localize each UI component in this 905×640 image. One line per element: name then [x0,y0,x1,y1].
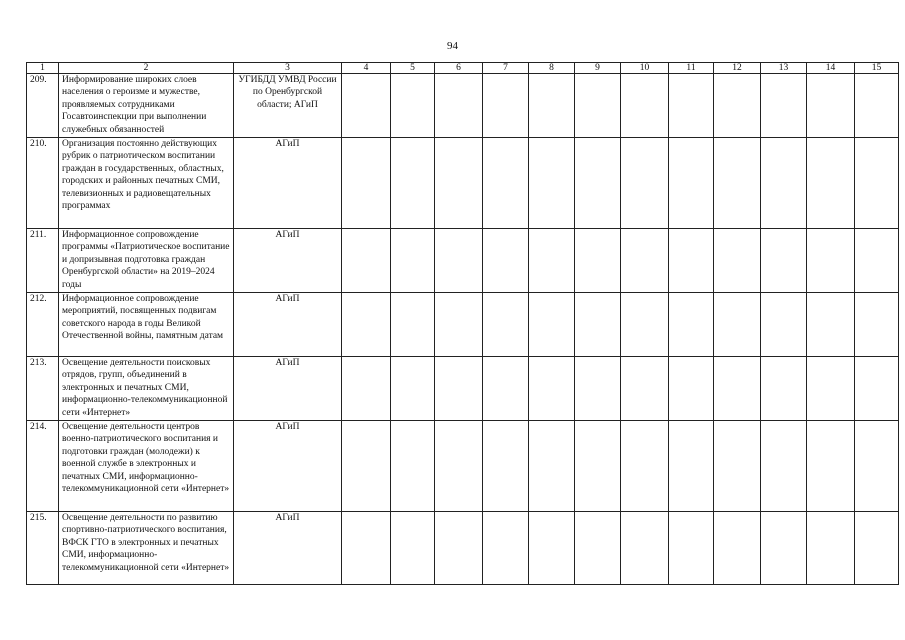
empty-cell [529,138,575,229]
empty-cell [855,357,899,421]
header-cell: 1 [27,63,59,74]
empty-cell [483,421,529,512]
empty-cell [435,421,483,512]
empty-cell [855,293,899,357]
empty-cell [621,357,669,421]
header-cell: 6 [435,63,483,74]
header-cell: 9 [575,63,621,74]
empty-cell [483,74,529,138]
empty-cell [435,512,483,585]
empty-cell [761,293,807,357]
empty-cell [807,293,855,357]
empty-cell [714,138,761,229]
row-activity: Организация постоянно действующих рубрик о патриотическом воспитании граждан в государственных, областных, городских и районных печатных СМИ, телевизионных и радиовещательных программах [59,138,234,229]
empty-cell [391,512,435,585]
empty-cell [435,138,483,229]
empty-cell [529,74,575,138]
empty-cell [807,512,855,585]
empty-cell [621,293,669,357]
empty-cell [575,421,621,512]
empty-cell [669,138,714,229]
table-row [27,512,899,585]
empty-cell [575,357,621,421]
empty-cell [855,421,899,512]
empty-cell [529,357,575,421]
empty-cell [669,293,714,357]
empty-cell [575,138,621,229]
row-number: 209. [27,74,59,138]
empty-cell [342,293,391,357]
header-cell: 15 [855,63,899,74]
empty-cell [529,293,575,357]
row-executor: АГиП [234,138,342,229]
header-cell: 11 [669,63,714,74]
empty-cell [714,512,761,585]
table-row [27,138,899,229]
table-row [27,74,899,138]
empty-cell [391,74,435,138]
header-cell: 4 [342,63,391,74]
empty-cell [807,421,855,512]
row-activity: Освещение деятельности центров военно-патриотического воспитания и подготовки граждан (молодежи) к военной службе в электронных и печатных СМИ, информационно-телекоммуникационной сети «Интернет» [59,421,234,512]
row-executor: АГиП [234,357,342,421]
empty-cell [342,512,391,585]
empty-cell [714,421,761,512]
empty-cell [807,357,855,421]
row-executor: АГиП [234,293,342,357]
table-body [27,74,899,585]
row-number: 215. [27,512,59,585]
empty-cell [342,229,391,293]
row-executor: АГиП [234,512,342,585]
header-cell: 7 [483,63,529,74]
empty-cell [529,512,575,585]
header-cell: 3 [234,63,342,74]
empty-cell [807,229,855,293]
empty-cell [529,229,575,293]
empty-cell [761,512,807,585]
empty-cell [669,421,714,512]
empty-cell [761,229,807,293]
empty-cell [435,74,483,138]
page-number: 94 [447,40,458,52]
empty-cell [714,229,761,293]
row-number: 210. [27,138,59,229]
empty-cell [761,421,807,512]
row-activity: Информационное сопровождение программы «Патриотическое воспитание и допризывная подготовка граждан Оренбургской области» на 2019–2024 годы [59,229,234,293]
empty-cell [621,421,669,512]
header-cell: 2 [59,63,234,74]
empty-cell [761,357,807,421]
empty-cell [575,293,621,357]
header-cell: 13 [761,63,807,74]
empty-cell [669,74,714,138]
empty-cell [483,138,529,229]
empty-cell [669,229,714,293]
header-cell: 14 [807,63,855,74]
empty-cell [529,421,575,512]
table-row [27,421,899,512]
header-cell: 5 [391,63,435,74]
header-cell: 12 [714,63,761,74]
empty-cell [855,512,899,585]
empty-cell [621,229,669,293]
header-row [27,63,899,74]
table-row [27,229,899,293]
empty-cell [761,138,807,229]
empty-cell [714,74,761,138]
empty-cell [807,74,855,138]
row-activity: Освещение деятельности по развитию спортивно-патриотического воспитания, ВФСК ГТО в электронных и печатных СМИ, информационно-телекоммуникационной сети «Интернет» [59,512,234,585]
empty-cell [483,293,529,357]
empty-cell [575,229,621,293]
row-number: 212. [27,293,59,357]
empty-cell [714,293,761,357]
empty-cell [391,357,435,421]
row-number: 213. [27,357,59,421]
empty-cell [714,357,761,421]
empty-cell [483,357,529,421]
row-executor: АГиП [234,421,342,512]
empty-cell [391,293,435,357]
empty-cell [435,229,483,293]
empty-cell [621,74,669,138]
empty-cell [621,138,669,229]
empty-cell [855,74,899,138]
empty-cell [669,512,714,585]
table-row [27,293,899,357]
empty-cell [391,421,435,512]
empty-cell [483,229,529,293]
empty-cell [342,357,391,421]
empty-cell [761,74,807,138]
row-activity: Информирование широких слоев населения о героизме и мужестве, проявляемых сотрудниками Госавтоинспекции при выполнении служебных обязанностей [59,74,234,138]
header-cell: 8 [529,63,575,74]
empty-cell [342,138,391,229]
header-cell: 10 [621,63,669,74]
empty-cell [391,138,435,229]
empty-cell [855,229,899,293]
empty-cell [342,74,391,138]
empty-cell [342,421,391,512]
empty-cell [435,293,483,357]
empty-cell [575,512,621,585]
row-number: 211. [27,229,59,293]
empty-cell [435,357,483,421]
row-activity: Информационное сопровождение мероприятий, посвященных подвигам советского народа в годы Великой Отечественной войны, памятным датам [59,293,234,357]
row-number: 214. [27,421,59,512]
empty-cell [483,512,529,585]
row-executor: УГИБДД УМВД России по Оренбургской области; АГиП [234,74,342,138]
table-row [27,357,899,421]
empty-cell [807,138,855,229]
empty-cell [621,512,669,585]
empty-cell [575,74,621,138]
row-executor: АГиП [234,229,342,293]
empty-cell [391,229,435,293]
empty-cell [669,357,714,421]
plan-table [26,62,899,585]
empty-cell [855,138,899,229]
row-activity: Освещение деятельности поисковых отрядов, групп, объединений в электронных и печатных СМИ, информационно-телекоммуникационной сети «Интернет» [59,357,234,421]
